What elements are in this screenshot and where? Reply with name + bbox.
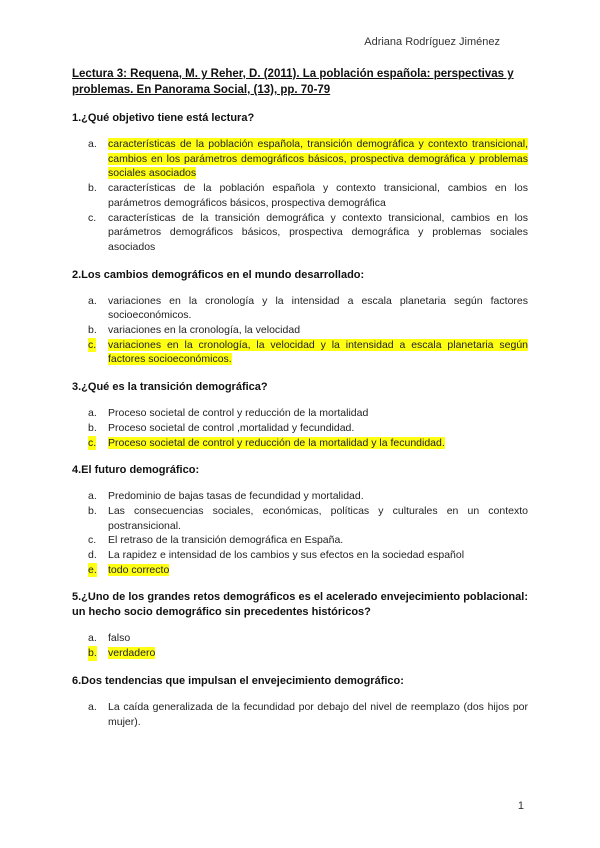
answer-option: d. La rapidez e intensidad de los cambios y sus efectos en la sociedad español (88, 549, 465, 562)
answer-list-4 (72, 489, 528, 577)
page-number: 1 (517, 800, 524, 812)
answer-option: b. Las consecuencias sociales, económicas, políticas y culturales en un contexto postransicional. (88, 504, 528, 532)
question-5: 5.¿Uno de los grandes retos demográficos es el acelerado envejecimiento poblacional: un hecho socio demográfico sin precedentes históricos? (72, 591, 528, 619)
answer-list-2 (72, 294, 528, 368)
answer-option: a. falso (88, 632, 131, 645)
answer-option: a. Predominio de bajas tasas de fecundidad y mortalidad. (88, 490, 364, 503)
answer-option: c. Proceso societal de control y reducción de la mortalidad y la fecundidad. (88, 436, 445, 449)
answer-option: e. todo correcto (88, 563, 170, 576)
highlighted-answer: características de la población española, transición demográfica y contexto transicional, cambios en los parámetros demográficos básicos, prospectiva demográfica y problemas sociales asociados (108, 138, 528, 180)
answer-option: b. verdadero (88, 647, 156, 660)
document-body (72, 66, 528, 729)
answer-option: a. variaciones en la cronología y la intensidad a escala planetaria según factores socioeconómicos. (88, 294, 528, 322)
answer-option: a. La caída generalizada de la fecundidad por debajo del nivel de reemplazo (dos hijos por mujer). (88, 700, 528, 728)
highlighted-answer: todo correcto (108, 563, 170, 576)
answer-option: c. características de la transición demográfica y contexto transicional, cambios en los parámetros demográficos básicos, prospectiva demográfica y problemas sociales asociados (88, 211, 528, 253)
question-3: 3.¿Qué es la transición demográfica? (72, 381, 268, 394)
highlighted-answer: variaciones en la cronología, la velocidad y la intensidad a escala planetaria según factores socioeconómicos. (108, 338, 528, 366)
answer-option: c. variaciones en la cronología, la velocidad y la intensidad a escala planetaria según factores socioeconómicos. (88, 338, 528, 366)
answer-option: a. características de la población española, transición demográfica y contexto transicional, cambios en los parámetros demográficos básicos, prospectiva demográfica y problemas sociales asociados (88, 138, 528, 180)
author-name: Adriana Rodríguez Jiménez (364, 36, 500, 48)
answer-list-1 (72, 137, 528, 255)
answer-list-5 (72, 631, 528, 660)
answer-option: b. Proceso societal de control ,mortalidad y fecundidad. (88, 421, 355, 434)
answer-option: b. características de la población española y contexto transicional, cambios en los parámetros demográficos básicos, prospectiva demográfica (88, 182, 528, 209)
question-4: 4.El futuro demográfico: (72, 464, 200, 477)
answer-list-6 (72, 700, 528, 729)
highlighted-answer: verdadero (108, 647, 156, 660)
answer-list-3 (72, 406, 528, 450)
highlighted-answer: Proceso societal de control y reducción de la mortalidad y la fecundidad. (108, 436, 445, 449)
question-2: 2.Los cambios demográficos en el mundo desarrollado: (72, 268, 365, 281)
answer-option: a. Proceso societal de control y reducción de la mortalidad (88, 407, 369, 420)
document-title: Lectura 3: Requena, M. y Reher, D. (2011). La población española: perspectivas y problemas. En Panorama Social, (13), pp. 70-79 (72, 68, 514, 96)
question-6: 6.Dos tendencias que impulsan el envejecimiento demográfico: (72, 674, 404, 687)
question-1: 1.¿Qué objetivo tiene está lectura? (72, 112, 255, 124)
answer-option: c. El retraso de la transición demográfica en España. (88, 534, 344, 547)
answer-option: b. variaciones en la cronología, la velocidad (88, 324, 301, 337)
